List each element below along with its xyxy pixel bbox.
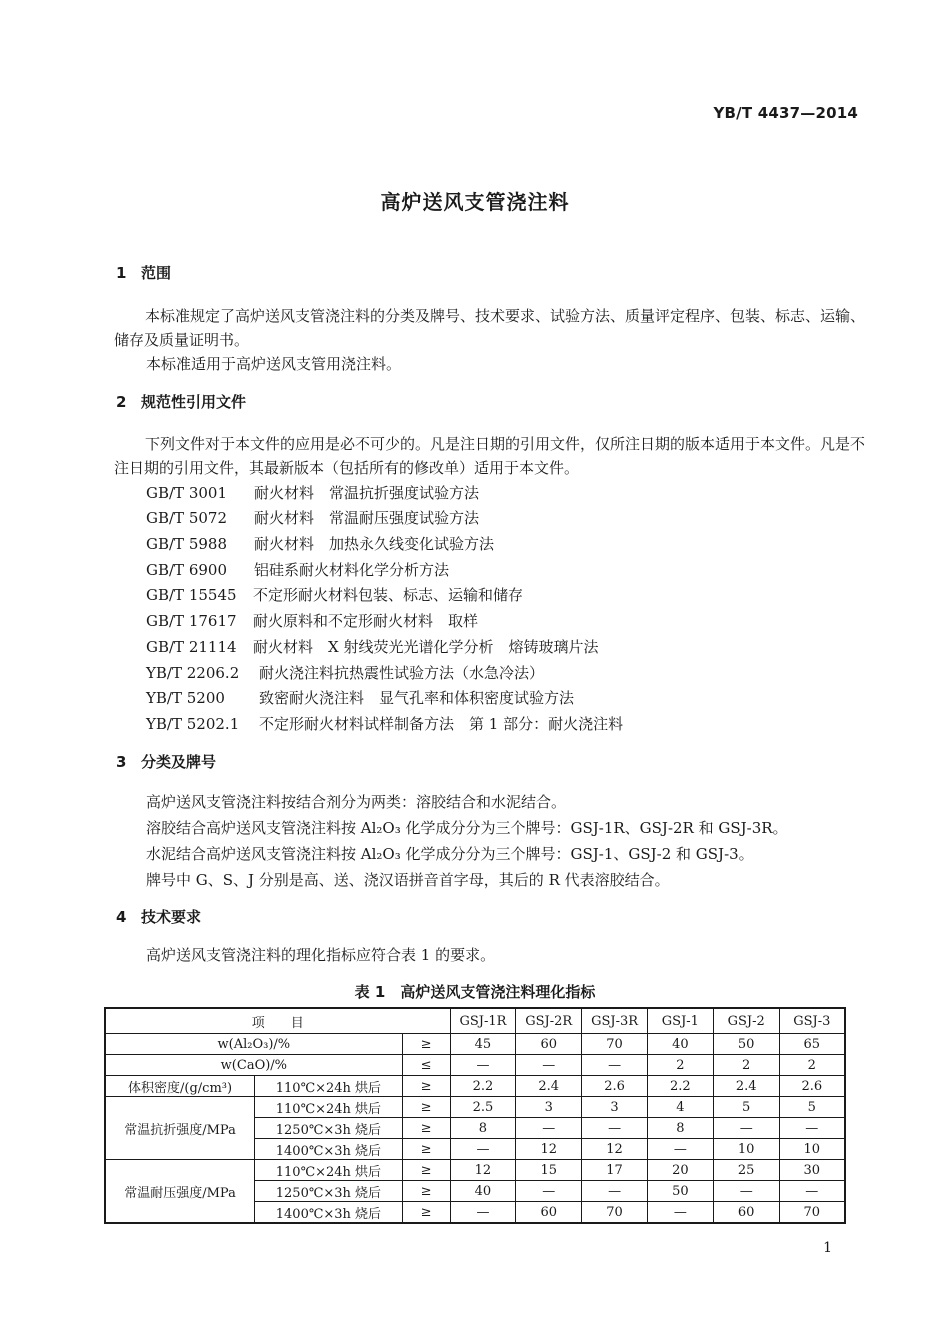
table-cell: — [582, 1055, 648, 1076]
reference-title: 耐火材料 常温耐压强度试验方法 [254, 509, 480, 527]
section-3-line-1: 高炉送风支管浇注料按结合剂分为两类：溶胶结合和水泥结合。 [146, 793, 567, 811]
grade-header: GSJ-1R [450, 1008, 516, 1034]
table-cell: 2.6 [582, 1076, 648, 1097]
reference-item [146, 559, 449, 580]
table-cell: 50 [647, 1181, 713, 1202]
reference-title: 不定形耐火材料包装、标志、运输和储存 [253, 586, 524, 604]
table-cell: 10 [713, 1139, 779, 1160]
table-cell: 3 [582, 1097, 648, 1118]
section-title: 分类及牌号 [141, 753, 217, 771]
table-cell: 12 [516, 1139, 582, 1160]
reference-title: 耐火材料 X 射线荧光光谱化学分析 熔铸玻璃片法 [253, 638, 599, 656]
section-number: 1 [116, 264, 127, 282]
table-cell: 8 [647, 1118, 713, 1139]
table-cell: 10 [779, 1139, 845, 1160]
reference-code: YB/T 5200 [146, 689, 225, 707]
section-title: 范围 [141, 264, 172, 282]
table-cell: 2.4 [713, 1076, 779, 1097]
section-number: 2 [116, 393, 127, 411]
reference-code: GB/T 5988 [146, 535, 228, 553]
section-1-paragraph-1: 本标准规定了高炉送风支管浇注料的分类及牌号、技术要求、试验方法、质量评定程序、包装、标志、运输、储存及质量证明书。 [114, 307, 866, 349]
section-number: 4 [116, 908, 127, 926]
table-cell: 2.2 [647, 1076, 713, 1097]
comparison-symbol: ≤ [402, 1055, 450, 1076]
reference-item [146, 533, 494, 554]
table-cell: 12 [582, 1139, 648, 1160]
table-cell: 40 [450, 1181, 516, 1202]
table-cell: 60 [516, 1202, 582, 1224]
reference-code: GB/T 17617 [146, 612, 237, 630]
table-cell: 2 [647, 1055, 713, 1076]
grade-header: GSJ-2R [516, 1008, 582, 1034]
reference-title: 耐火浇注料抗热震性试验方法（水急冷法） [259, 664, 545, 682]
table-cell: 2.6 [779, 1076, 845, 1097]
table-cell: 2.2 [450, 1076, 516, 1097]
comparison-symbol: ≥ [402, 1034, 450, 1055]
comparison-symbol: ≥ [402, 1118, 450, 1139]
reference-item [146, 687, 574, 708]
grade-header: GSJ-2 [713, 1008, 779, 1034]
row-group-label: 常温耐压强度/MPa [105, 1160, 255, 1224]
row-condition: 1400℃×3h 烧后 [255, 1139, 403, 1160]
table-header-row [105, 1008, 845, 1034]
table-cell: 40 [647, 1034, 713, 1055]
table-cell: — [582, 1118, 648, 1139]
reference-code: GB/T 3001 [146, 484, 228, 502]
table-cell: 12 [450, 1160, 516, 1181]
table-cell: 2 [779, 1055, 845, 1076]
reference-item [146, 610, 478, 631]
table-cell: 15 [516, 1160, 582, 1181]
table-cell: — [779, 1181, 845, 1202]
table-cell: — [450, 1202, 516, 1224]
table-cell: 5 [713, 1097, 779, 1118]
reference-title: 铝硅系耐火材料化学分析方法 [254, 561, 450, 579]
reference-item [146, 662, 544, 683]
row-group-label: 体积密度/(g/cm³) [105, 1076, 255, 1097]
table-cell: — [582, 1181, 648, 1202]
table-cell: 70 [582, 1202, 648, 1224]
reference-code: GB/T 6900 [146, 561, 228, 579]
table-cell: 5 [779, 1097, 845, 1118]
section-number: 3 [116, 753, 127, 771]
reference-code: YB/T 5202.1 [146, 715, 240, 733]
row-condition: 1400℃×3h 烧后 [255, 1202, 403, 1224]
table-cell: 60 [713, 1202, 779, 1224]
table-cell: — [450, 1055, 516, 1076]
table-cell: 17 [582, 1160, 648, 1181]
reference-title: 致密耐火浇注料 显气孔率和体积密度试验方法 [259, 689, 575, 707]
table-caption: 表 1 高炉送风支管浇注料理化指标 [354, 983, 596, 1001]
table-cell: 65 [779, 1034, 845, 1055]
row-condition: 1250℃×3h 烧后 [255, 1181, 403, 1202]
reference-item [146, 482, 479, 503]
row-label: w(Al₂O₃)/% [105, 1034, 402, 1055]
table-cell: 2.5 [450, 1097, 516, 1118]
table-cell: 60 [516, 1034, 582, 1055]
item-header: 项 目 [105, 1008, 450, 1034]
section-title: 技术要求 [141, 908, 202, 926]
table-cell: 3 [516, 1097, 582, 1118]
table-cell: — [779, 1118, 845, 1139]
table-row [105, 1097, 845, 1118]
table-cell: — [450, 1139, 516, 1160]
table-cell: — [516, 1118, 582, 1139]
table-cell: 2 [713, 1055, 779, 1076]
table-cell: — [516, 1055, 582, 1076]
table-cell: 70 [582, 1034, 648, 1055]
comparison-symbol: ≥ [402, 1139, 450, 1160]
section-3-heading [116, 751, 216, 772]
grade-header: GSJ-3R [582, 1008, 648, 1034]
table-cell: 50 [713, 1034, 779, 1055]
table-cell: — [713, 1181, 779, 1202]
section-title: 规范性引用文件 [141, 393, 247, 411]
section-1-paragraph-2: 本标准适用于高炉送风支管用浇注料。 [146, 355, 402, 373]
table-cell: 45 [450, 1034, 516, 1055]
reference-item [146, 636, 598, 657]
table-row [105, 1076, 845, 1097]
reference-title: 不定形耐火材料试样制备方法 第 1 部分：耐火浇注料 [259, 715, 624, 733]
grade-header: GSJ-3 [779, 1008, 845, 1034]
table-row [105, 1034, 845, 1055]
reference-item [146, 713, 623, 734]
section-2-heading [116, 391, 246, 412]
row-group-label: 常温抗折强度/MPa [105, 1097, 255, 1160]
reference-code: GB/T 21114 [146, 638, 237, 656]
table-cell: 30 [779, 1160, 845, 1181]
section-4-heading [116, 906, 201, 927]
section-3-line-2: 溶胶结合高炉送风支管浇注料按 Al₂O₃ 化学成分分为三个牌号：GSJ-1R、GSJ-2R 和 GSJ-3R。 [146, 819, 788, 837]
section-3-line-4: 牌号中 G、S、J 分别是高、送、浇汉语拼音首字母，其后的 R 代表溶胶结合。 [146, 871, 670, 889]
reference-code: GB/T 15545 [146, 586, 237, 604]
row-condition: 110℃×24h 烘后 [255, 1076, 403, 1097]
grade-header: GSJ-1 [647, 1008, 713, 1034]
reference-code: GB/T 5072 [146, 509, 228, 527]
reference-item [146, 507, 479, 528]
table-cell: 4 [647, 1097, 713, 1118]
comparison-symbol: ≥ [402, 1181, 450, 1202]
table-row [105, 1055, 845, 1076]
reference-title: 耐火原料和不定形耐火材料 取样 [253, 612, 479, 630]
row-condition: 110℃×24h 烘后 [255, 1160, 403, 1181]
row-condition: 110℃×24h 烘后 [255, 1097, 403, 1118]
table-cell: 70 [779, 1202, 845, 1224]
comparison-symbol: ≥ [402, 1097, 450, 1118]
comparison-symbol: ≥ [402, 1160, 450, 1181]
table-cell: — [516, 1181, 582, 1202]
reference-code: YB/T 2206.2 [146, 664, 240, 682]
row-label: w(CaO)/% [105, 1055, 402, 1076]
table-cell: 25 [713, 1160, 779, 1181]
table-cell: — [713, 1118, 779, 1139]
reference-title: 耐火材料 加热永久线变化试验方法 [254, 535, 495, 553]
section-1-heading [116, 262, 171, 283]
table-cell: 2.4 [516, 1076, 582, 1097]
section-3-line-3: 水泥结合高炉送风支管浇注料按 Al₂O₃ 化学成分分为三个牌号：GSJ-1、GSJ-2 和 GSJ-3。 [146, 845, 754, 863]
table-cell: — [647, 1139, 713, 1160]
table-cell: 20 [647, 1160, 713, 1181]
comparison-symbol: ≥ [402, 1076, 450, 1097]
comparison-symbol: ≥ [402, 1202, 450, 1224]
document-title: 高炉送风支管浇注料 [380, 190, 570, 214]
standard-number: YB/T 4437—2014 [713, 104, 858, 122]
table-cell: — [647, 1202, 713, 1224]
section-2-intro: 下列文件对于本文件的应用是必不可少的。凡是注日期的引用文件，仅所注日期的版本适用于本文件。凡是不注日期的引用文件，其最新版本（包括所有的修改单）适用于本文件。 [114, 435, 866, 477]
row-condition: 1250℃×3h 烧后 [255, 1118, 403, 1139]
reference-item [146, 584, 523, 605]
page-number: 1 [823, 1240, 832, 1256]
section-4-line-1: 高炉送风支管浇注料的理化指标应符合表 1 的要求。 [146, 946, 496, 964]
table-cell: 8 [450, 1118, 516, 1139]
properties-table [104, 1007, 846, 1224]
reference-title: 耐火材料 常温抗折强度试验方法 [254, 484, 480, 502]
table-row [105, 1160, 845, 1181]
